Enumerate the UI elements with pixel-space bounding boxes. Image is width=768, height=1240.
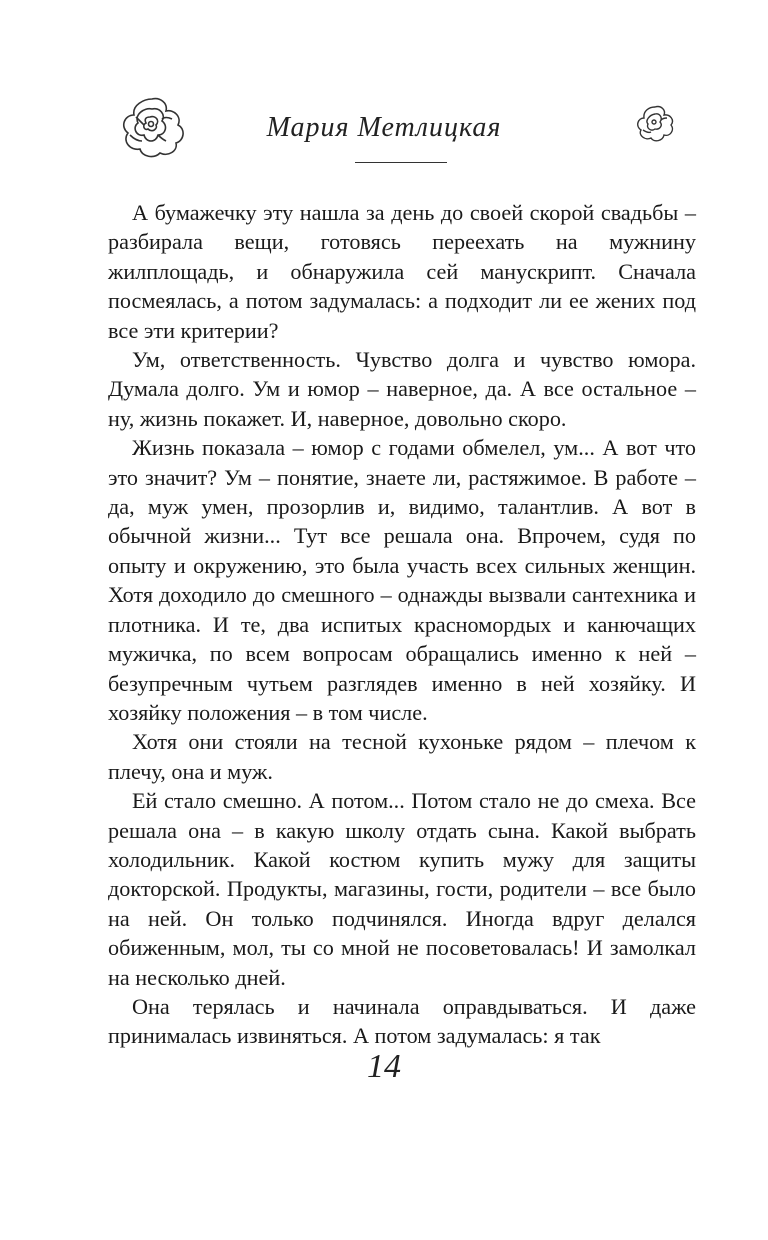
- header-divider: [355, 162, 447, 163]
- page-body: [108, 198, 696, 1051]
- paragraph: Ум, ответственность. Чувство долга и чувство юмора. Думала долго. Ум и юмор – наверное, да. А все остальное – ну, жизнь покажет. И, наверное, довольно скоро.: [108, 347, 696, 431]
- paragraph: А бумажечку эту нашла за день до своей скорой свадьбы – разбирала вещи, готовясь переехать на мужнину жилплощадь, и обнаружила сей манускрипт. Сначала посмеялась, а потом задумалась: а подходит ли ее жених под все эти критерии?: [108, 200, 696, 343]
- paragraph: Ей стало смешно. А потом... Потом стало не до смеха. Все решала она – в какую школу отдать сына. Какой выбрать холодильник. Какой костюм купить мужу для защиты докторской. Продукты, магазины, гости, родители – все было на ней. Он только подчинялся. Иногда вдруг делался обиженным, мол, ты со мной не посоветовалась! И замолкал на несколько дней.: [108, 788, 696, 990]
- paragraph: Хотя они стояли на тесной кухоньке рядом – плечом к плечу, она и муж.: [108, 729, 696, 784]
- paragraph: Она терялась и начинала оправдываться. И даже принималась извиняться. А потом задумалась: я так: [108, 993, 696, 1049]
- running-head-author: Мария Метлицкая: [266, 112, 502, 143]
- paragraph: Жизнь показала – юмор с годами обмелел, ум... А вот что это значит? Ум – понятие, знаете ли, растяжимое. В работе – да, муж умен, прозорлив и, видимо, талантлив. А вот в обычной жизни... Тут все решала она. Впрочем, судя по опыту и окружению, это была участь всех сильных женщин. Хотя доходило до смешного – однажды вызвали сантехника и плотника. И те, два испитых красномордых и канючащих мужичка, по всем вопросам обращались именно к ней – безупречным чутьем разглядев именно в ней хозяйку. И хозяйку положения – в том числе.: [108, 435, 696, 725]
- page-number: 14: [367, 1048, 401, 1085]
